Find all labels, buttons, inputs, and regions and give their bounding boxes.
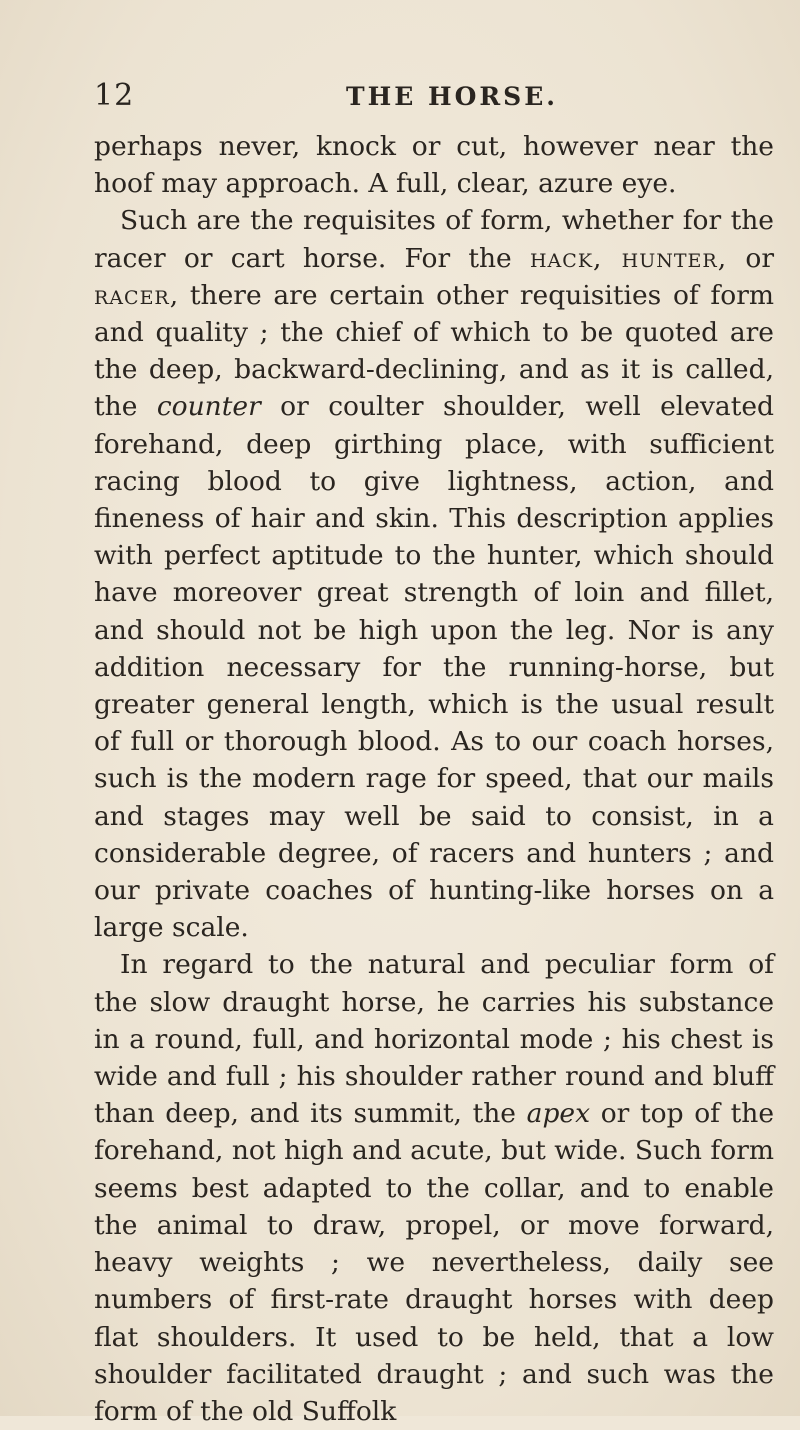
text-run: , there are certain other requisities of form and quality ; the chief of which to be quoted are the deep, backward-declining, and as it is called, the: [94, 279, 774, 423]
paragraph-1: [94, 128, 774, 202]
page-header: [94, 78, 760, 118]
paragraph-3: [94, 946, 774, 1430]
small-caps-text: hack, hunter,: [529, 242, 728, 274]
text-run: In regard to the natural and peculiar form of the slow draught horse, he carries his substance in a round, full, and horizontal mode ; his chest is wide and full ; his shoulder rather round and bluff than deep, and its summit, the: [94, 949, 774, 1130]
page-number: 12: [94, 78, 135, 113]
text-run: Such are the requisites of form, whether for the racer or cart horse. For the: [94, 205, 774, 274]
italic-text: apex: [526, 1098, 591, 1130]
running-head: THE HORSE.: [346, 82, 558, 111]
text-run: or coulter shoulder, well elevated forehand, deep girthing place, with sufficient racing blood to give lightness, action, and fineness of hair and skin. This description applies with perfect aptitude to the hunter, which should have moreover great strength of loin and fillet, and should not be high upon the leg. Nor is any addition necessary for the running-horse, but greater general length, which is the usual result of full or thorough blood. As to our coach horses, such is the modern rage for speed, that our mails and stages may well be said to consist, in a considerable degree, of racers and hunters ; and our private coaches of hunting-like horses on a large scale.: [94, 391, 774, 944]
italic-text: counter: [156, 391, 261, 423]
paragraph-2: [94, 202, 774, 946]
text-run: or top of the forehand, not high and acute, but wide. Such form seems best adapted to the collar, and to enable the animal to draw, propel, or move forward, heavy weights ; we nevertheless, daily see numbers of first-rate draught horses with deep flat shoulders. It used to be held, that a low shoulder facilitated draught ; and such was the form of the old Suffolk: [94, 1098, 775, 1427]
small-caps-text: racer: [94, 279, 170, 311]
text-run: or: [727, 242, 774, 274]
body-text: [94, 128, 774, 1430]
text-run: perhaps never, knock or cut, however near the hoof may approach. A full, clear, azure eye.: [94, 131, 774, 200]
